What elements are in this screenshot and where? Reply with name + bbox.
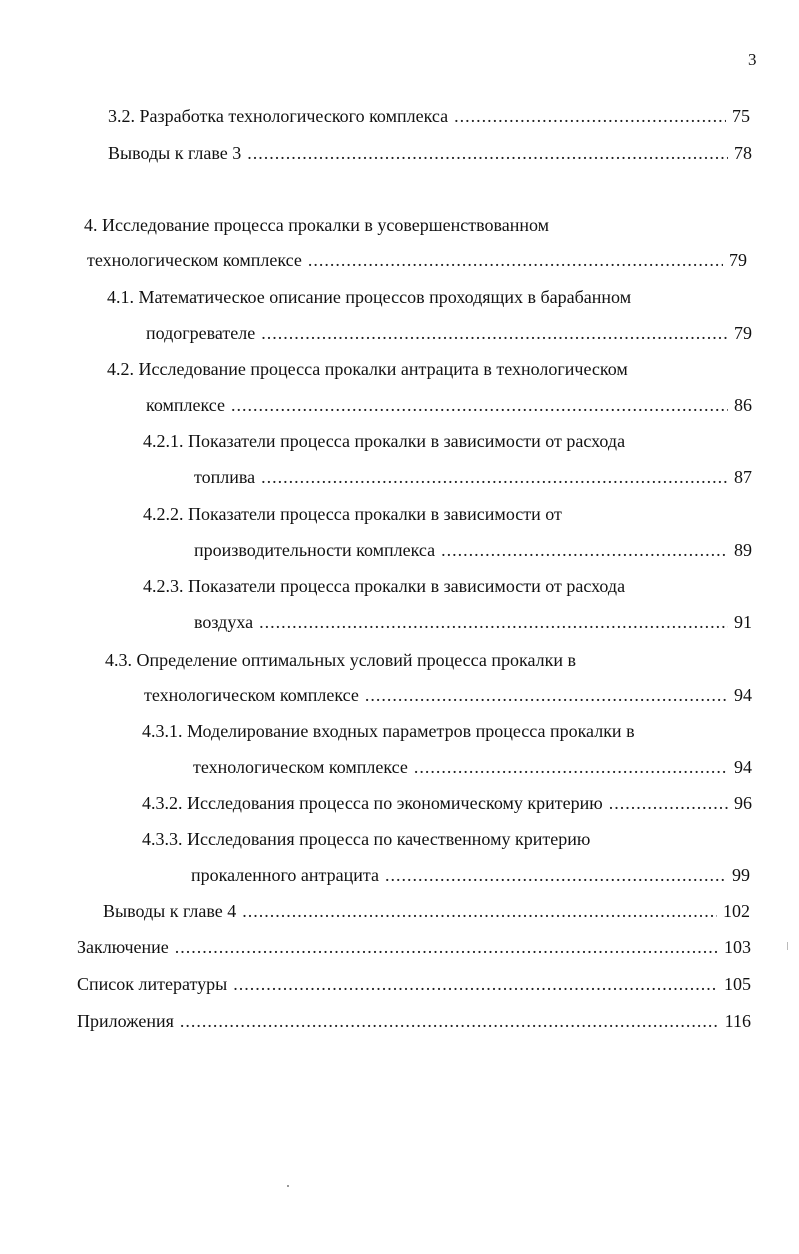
toc-leader-dots [180,1008,719,1034]
toc-entry-title: прокаленного антрацита [191,865,379,885]
toc-entry-chapter-4-conclusions [103,898,750,924]
toc-leader-dots [231,392,728,418]
toc-page-number: 103 [724,937,751,957]
toc-entry-title: комплексе [146,395,225,415]
toc-leader-dots [414,754,728,780]
toc-entry-4-2-3 [194,609,752,635]
toc-entry-4-2-title: 4.2. Исследование процесса прокалки антрацита в технологическом [107,359,628,379]
toc-leader-dots [609,790,728,816]
toc-entry-4-3 [144,682,752,708]
toc-entry-chapter-4-title: 4. Исследование процесса прокалки в усовершенствованном [84,215,550,235]
toc-entry-4-3-1 [193,754,752,780]
toc-page-number: 105 [724,974,751,994]
toc-entry-4-2-1-title: 4.2.1. Показатели процесса прокалки в зависимости от расхода [143,431,626,451]
toc-entry-4-2-1 [194,464,752,490]
toc-entry-title: воздуха [194,612,254,632]
toc-leader-dots [261,320,728,346]
toc-entry-4-3-2 [142,790,752,816]
toc-entry-title: 4.3.2. Исследования процесса по экономическому критерию [142,793,603,813]
toc-entry-title: топлива [194,467,256,487]
scan-edge-mark [787,942,788,950]
toc-entry-4-2-3-title: 4.2.3. Показатели процесса прокалки в зависимости от расхода [143,576,626,596]
toc-entry-4-2-2-title: 4.2.2. Показатели процесса прокалки в зависимости от [143,504,562,524]
toc-page-number: 91 [734,612,752,632]
toc-page-number: 99 [732,865,750,885]
toc-leader-dots [441,537,728,563]
toc-page-number: 116 [724,1011,751,1031]
toc-entry-title: Выводы к главе 3 [108,143,242,163]
toc-entry-title: технологическом комплексе [193,757,408,777]
toc-entry-chapter-3-conclusions [108,140,752,166]
toc-page-number: 75 [732,106,750,126]
toc-entry-conclusion [77,934,751,960]
toc-entry-3-2 [108,103,750,129]
toc-page-number: 87 [734,467,752,487]
toc-leader-dots [261,464,728,490]
toc-entry-chapter-4 [87,247,747,273]
toc-entry-title: 3.2. Разработка технологического комплекса [108,106,449,126]
toc-page-number: 102 [723,901,750,921]
toc-page-number: 94 [734,757,752,777]
toc-page-number: 89 [734,540,752,560]
toc-entry-title: технологическом комплексе [144,685,359,705]
toc-entry-4-1-title: 4.1. Математическое описание процессов проходящих в барабанном [107,287,632,307]
toc-entry-title: производительности комплекса [194,540,436,560]
toc-entry-4-1 [146,320,752,346]
toc-page-number: 86 [734,395,752,415]
toc-leader-dots [365,682,728,708]
toc-entry-title: Заключение [77,937,169,957]
toc-entry-title: Приложения [77,1011,174,1031]
toc-entry-4-2-2 [194,537,752,563]
toc-page-number: 94 [734,685,752,705]
toc-leader-dots [233,971,718,997]
toc-leader-dots [175,934,718,960]
page-number: 3 [748,50,757,69]
toc-entry-4-3-1-title: 4.3.1. Моделирование входных параметров процесса прокалки в [142,721,635,741]
toc-entry-4-2 [146,392,752,418]
toc-entry-appendices [77,1008,751,1034]
toc-leader-dots [247,140,728,166]
toc-entry-title: Список литературы [77,974,228,994]
toc-page-number: 78 [734,143,752,163]
toc-entry-title: подогревателе [146,323,256,343]
toc-entry-4-3-3-title: 4.3.3. Исследования процесса по качественному критерию [142,829,591,849]
toc-leader-dots [454,103,726,129]
toc-entry-references [77,971,751,997]
scan-speck [287,1185,289,1187]
toc-entry-title: технологическом комплексе [87,250,302,270]
toc-leader-dots [385,862,726,888]
toc-page-number: 79 [729,250,747,270]
toc-page-number: 79 [734,323,752,343]
toc-leader-dots [259,609,728,635]
toc-entry-4-3-3 [191,862,750,888]
toc-leader-dots [242,898,717,924]
toc-leader-dots [308,247,723,273]
toc-entry-title: Выводы к главе 4 [103,901,237,921]
toc-page-number: 96 [734,793,752,813]
toc-entry-4-3-title: 4.3. Определение оптимальных условий процесса прокалки в [105,650,576,670]
